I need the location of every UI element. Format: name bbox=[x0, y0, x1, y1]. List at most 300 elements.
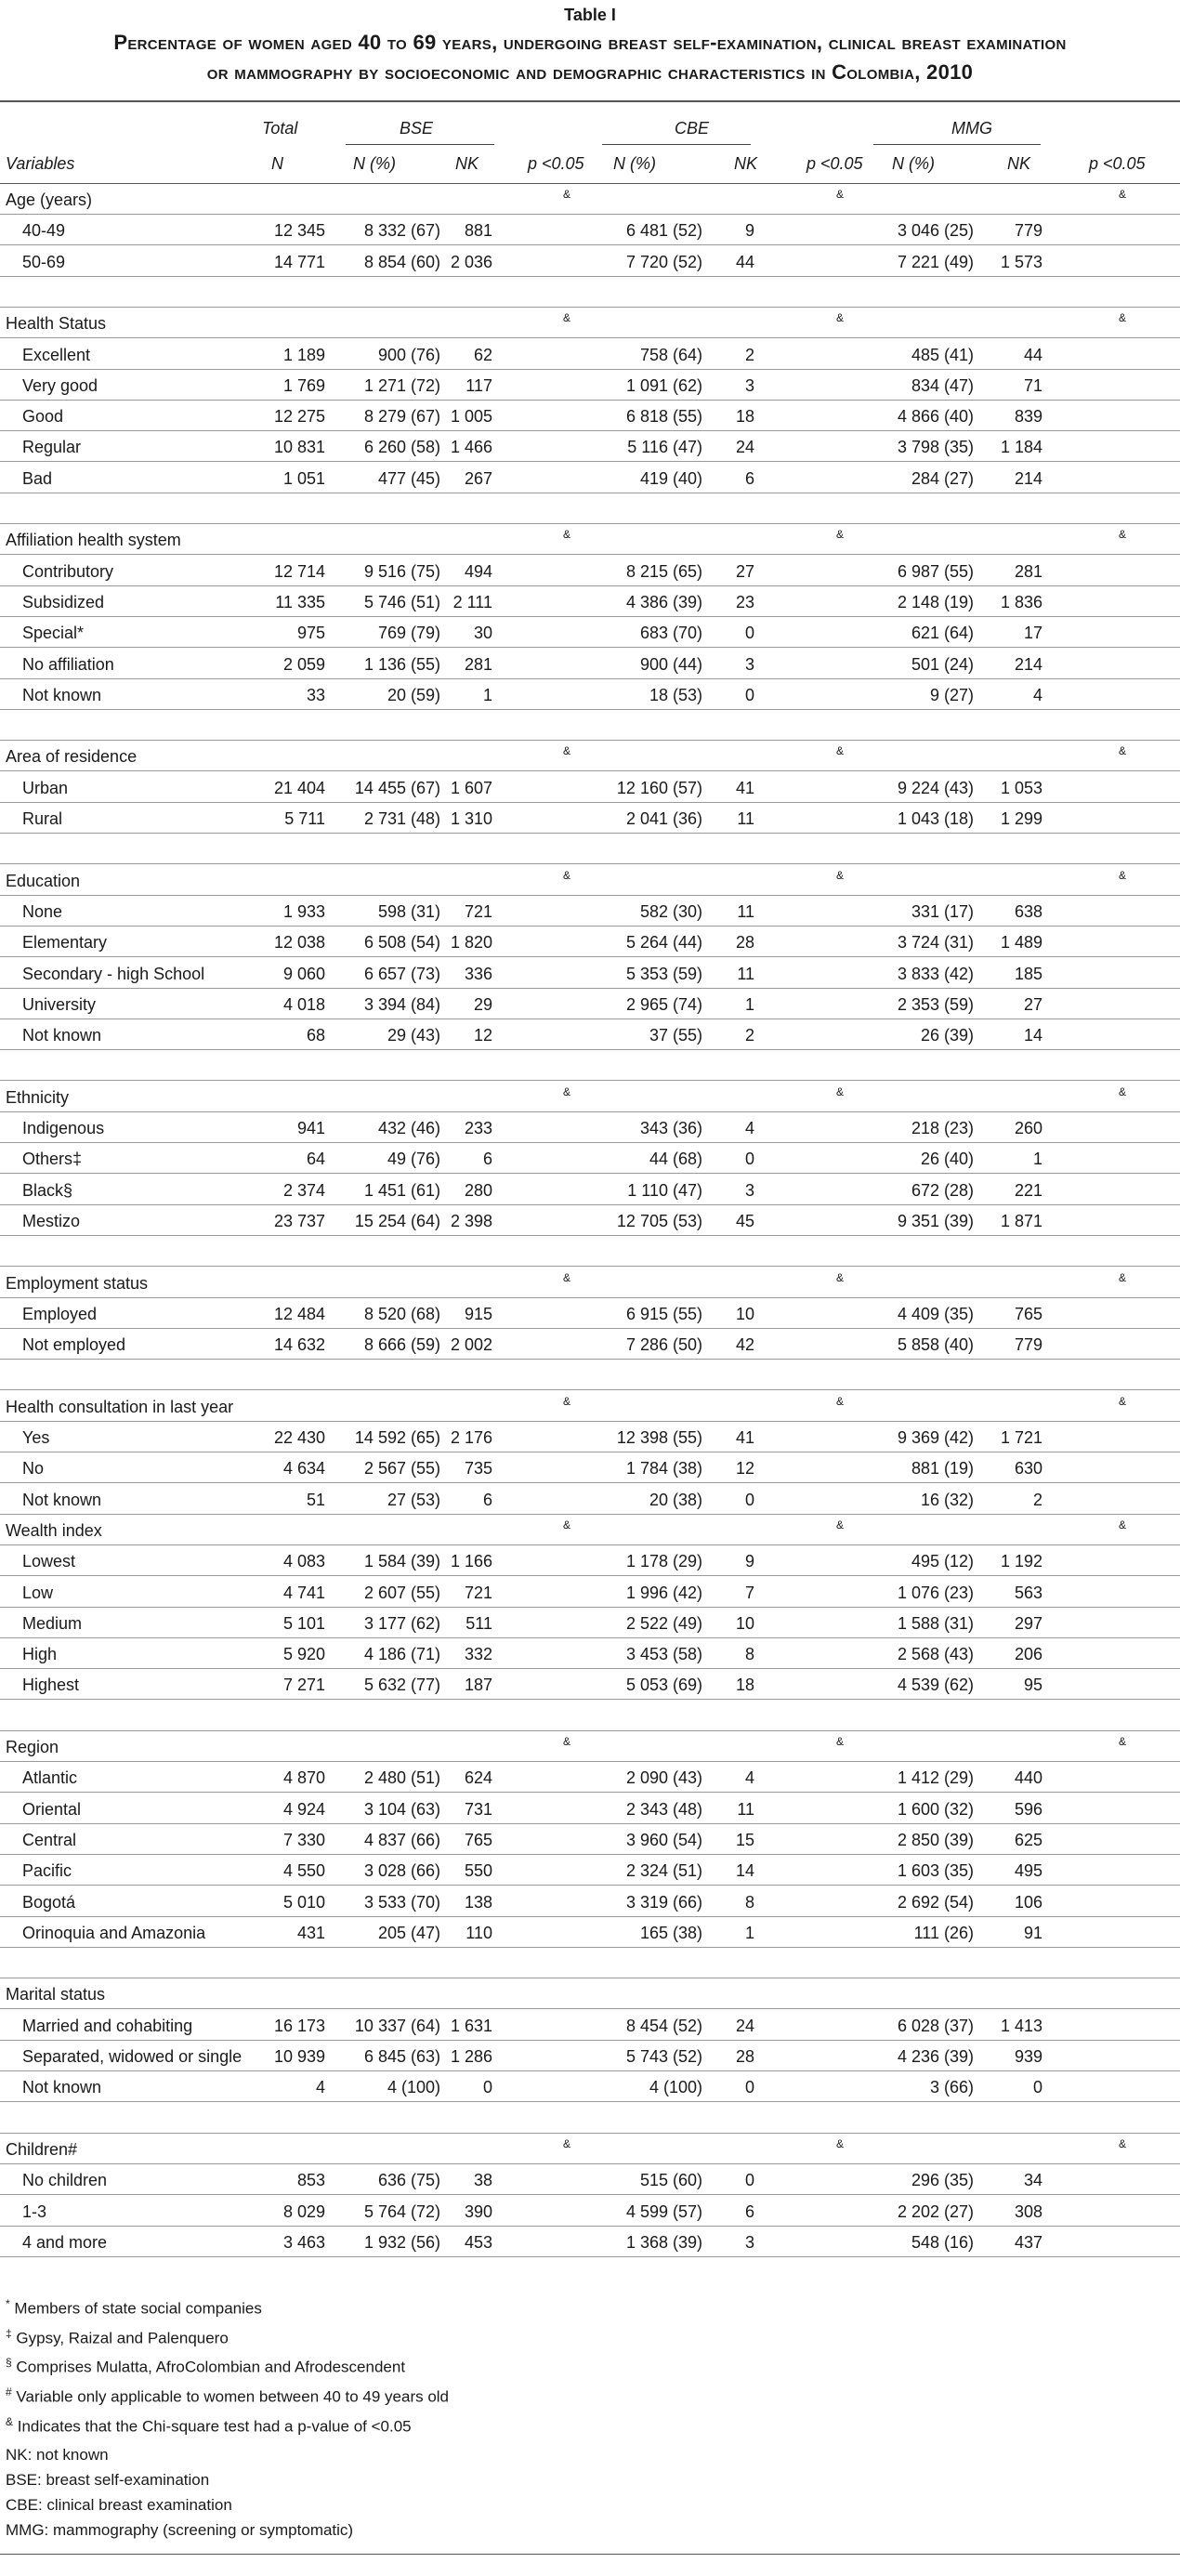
cell-mmg-nk: 779 bbox=[1014, 1335, 1042, 1355]
cell-cbe-n-pct: 6 481 (52) bbox=[625, 221, 702, 241]
cell-cbe-nk: 28 bbox=[735, 933, 754, 953]
row-label: Elementary bbox=[22, 933, 108, 953]
significance-mark: & bbox=[836, 311, 845, 325]
significance-mark: & bbox=[836, 1518, 845, 1531]
cell-bse-n-pct: 6 260 (58) bbox=[363, 438, 440, 457]
abbreviation-bse: BSE: breast self-examination bbox=[6, 2471, 210, 2489]
significance-mark: & bbox=[1119, 528, 1127, 542]
cell-total-n: 1 051 bbox=[282, 468, 325, 488]
cell-mmg-n-pct: 26 (40) bbox=[920, 1150, 974, 1169]
cell-cbe-n-pct: 1 784 (38) bbox=[625, 1459, 702, 1479]
significance-mark: & bbox=[836, 744, 845, 758]
section-label: Ethnicity bbox=[6, 1087, 70, 1107]
cell-mmg-n-pct: 1 076 (23) bbox=[897, 1583, 974, 1602]
cell-bse-nk: 550 bbox=[464, 1861, 492, 1881]
cell-mmg-nk: 0 bbox=[1032, 2078, 1042, 2097]
cell-cbe-nk: 41 bbox=[735, 1428, 754, 1447]
table-row bbox=[0, 370, 1180, 401]
header-bse-n-pct: N (%) bbox=[353, 154, 396, 173]
footnote-children bbox=[6, 2380, 449, 2410]
cell-mmg-nk: 440 bbox=[1014, 1768, 1042, 1788]
cell-mmg-n-pct: 2 850 (39) bbox=[897, 1830, 974, 1849]
header-mmg-p: p <0.05 bbox=[1089, 154, 1146, 173]
cell-cbe-nk: 0 bbox=[744, 624, 754, 643]
cell-cbe-nk: 2 bbox=[744, 345, 754, 364]
cell-cbe-nk: 27 bbox=[735, 561, 754, 581]
table-row bbox=[0, 1143, 1180, 1174]
cell-mmg-nk: 1 871 bbox=[1000, 1211, 1042, 1230]
cell-cbe-n-pct: 1 091 (62) bbox=[625, 375, 702, 395]
significance-mark: & bbox=[1119, 1518, 1127, 1531]
cell-bse-nk: 721 bbox=[464, 901, 492, 921]
cell-bse-nk: 390 bbox=[464, 2201, 492, 2221]
cell-mmg-n-pct: 26 (39) bbox=[920, 1026, 974, 1045]
section-label: Marital status bbox=[6, 1985, 106, 2004]
row-label: Employed bbox=[22, 1304, 98, 1323]
row-label: Contributory bbox=[22, 561, 114, 581]
cell-mmg-n-pct: 218 (23) bbox=[911, 1119, 974, 1137]
table-row bbox=[0, 649, 1180, 679]
cell-cbe-n-pct: 6 915 (55) bbox=[625, 1304, 702, 1323]
row-label: None bbox=[22, 901, 63, 921]
cell-cbe-nk: 3 bbox=[744, 1180, 754, 1200]
row-label: Special* bbox=[22, 624, 85, 643]
cell-bse-n-pct: 10 337 (64) bbox=[354, 2016, 440, 2035]
cell-cbe-nk: 14 bbox=[735, 1861, 754, 1881]
footnote-mark: # bbox=[6, 2385, 12, 2399]
cell-bse-n-pct: 3 533 (70) bbox=[363, 1892, 440, 1912]
cell-cbe-nk: 0 bbox=[744, 1150, 754, 1169]
cell-cbe-n-pct: 343 (36) bbox=[639, 1119, 702, 1137]
cell-mmg-nk: 297 bbox=[1014, 1613, 1042, 1633]
cell-total-n: 5 920 bbox=[282, 1645, 325, 1664]
table-row bbox=[0, 1484, 1180, 1515]
cell-cbe-n-pct: 5 264 (44) bbox=[625, 933, 702, 953]
cell-mmg-n-pct: 501 (24) bbox=[911, 654, 974, 674]
cell-cbe-n-pct: 165 (38) bbox=[639, 1923, 702, 1942]
cell-bse-nk: 280 bbox=[464, 1180, 492, 1200]
cell-mmg-n-pct: 5 858 (40) bbox=[897, 1335, 974, 1355]
section-row bbox=[0, 1978, 1180, 2009]
cell-bse-n-pct: 5 746 (51) bbox=[363, 592, 440, 611]
table-row bbox=[0, 246, 1180, 277]
cell-bse-nk: 735 bbox=[464, 1459, 492, 1479]
significance-mark: & bbox=[1119, 744, 1127, 758]
cell-bse-n-pct: 6 845 (63) bbox=[363, 2047, 440, 2066]
header-mmg: MMG bbox=[951, 119, 992, 138]
table-label: Table I bbox=[564, 6, 616, 24]
spacer-row bbox=[0, 277, 1180, 308]
footnote-mark: * bbox=[6, 2297, 10, 2310]
cell-mmg-nk: 281 bbox=[1014, 561, 1042, 581]
row-label: Secondary - high School bbox=[22, 964, 205, 983]
section-label: Region bbox=[6, 1738, 59, 1756]
cell-mmg-n-pct: 548 (16) bbox=[911, 2232, 974, 2252]
cell-cbe-n-pct: 3 453 (58) bbox=[625, 1645, 702, 1664]
row-label: Not known bbox=[22, 1490, 102, 1509]
cell-bse-n-pct: 3 177 (62) bbox=[363, 1613, 440, 1633]
row-label: Highest bbox=[22, 1676, 80, 1695]
row-label: Very good bbox=[22, 375, 98, 395]
row-label: Indigenous bbox=[22, 1119, 105, 1137]
section-label: Education bbox=[6, 871, 81, 890]
cell-mmg-nk: 563 bbox=[1014, 1583, 1042, 1602]
row-label: Married and cohabiting bbox=[22, 2016, 193, 2035]
cell-bse-nk: 1 310 bbox=[450, 809, 492, 828]
cell-total-n: 5 010 bbox=[282, 1892, 325, 1912]
cell-cbe-nk: 9 bbox=[744, 1552, 754, 1571]
cell-cbe-nk: 18 bbox=[735, 407, 754, 427]
cell-cbe-nk: 18 bbox=[735, 1676, 754, 1695]
cell-bse-n-pct: 1 271 (72) bbox=[363, 375, 440, 395]
spacer-row bbox=[0, 1948, 1180, 1978]
row-label: Central bbox=[22, 1830, 77, 1849]
significance-mark: & bbox=[563, 1735, 571, 1748]
cell-total-n: 1 933 bbox=[282, 901, 325, 921]
cell-mmg-n-pct: 2 353 (59) bbox=[897, 994, 974, 1014]
table-row bbox=[0, 401, 1180, 431]
abbreviation-nk: NK: not known bbox=[6, 2446, 109, 2464]
table-row bbox=[0, 2010, 1180, 2041]
cell-mmg-n-pct: 9 224 (43) bbox=[897, 778, 974, 797]
significance-mark: & bbox=[836, 2136, 845, 2150]
cell-cbe-n-pct: 6 818 (55) bbox=[625, 407, 702, 427]
table-row bbox=[0, 989, 1180, 1019]
row-label: Bad bbox=[22, 468, 53, 488]
cell-cbe-nk: 1 bbox=[744, 1923, 754, 1942]
cell-bse-nk: 1 631 bbox=[450, 2016, 492, 2035]
cell-bse-nk: 511 bbox=[465, 1613, 492, 1633]
cell-mmg-n-pct: 4 409 (35) bbox=[897, 1304, 974, 1323]
row-label: High bbox=[22, 1645, 58, 1664]
cell-total-n: 22 430 bbox=[273, 1428, 325, 1447]
table-row bbox=[0, 339, 1180, 370]
cell-cbe-nk: 2 bbox=[744, 1026, 754, 1045]
cell-cbe-n-pct: 44 (68) bbox=[649, 1150, 702, 1169]
cell-bse-nk: 38 bbox=[473, 2171, 492, 2190]
cell-total-n: 12 345 bbox=[273, 221, 325, 241]
cell-mmg-nk: 437 bbox=[1014, 2232, 1042, 2252]
row-label: Oriental bbox=[22, 1799, 82, 1819]
cell-total-n: 2 059 bbox=[282, 654, 325, 674]
table-row bbox=[0, 215, 1180, 245]
table-row bbox=[0, 556, 1180, 586]
table-row bbox=[0, 1205, 1180, 1236]
cell-total-n: 4 550 bbox=[282, 1861, 325, 1881]
significance-mark: & bbox=[563, 1084, 571, 1098]
cell-mmg-nk: 214 bbox=[1014, 654, 1042, 674]
table-row bbox=[0, 803, 1180, 834]
cell-bse-nk: 1 bbox=[482, 685, 492, 704]
cell-total-n: 68 bbox=[306, 1026, 325, 1045]
cell-bse-n-pct: 8 279 (67) bbox=[363, 407, 440, 427]
cell-bse-n-pct: 2 607 (55) bbox=[363, 1583, 440, 1602]
row-label: Low bbox=[22, 1583, 54, 1602]
cell-mmg-nk: 106 bbox=[1014, 1892, 1042, 1912]
significance-mark: & bbox=[563, 528, 571, 542]
cell-cbe-nk: 0 bbox=[744, 1490, 754, 1509]
header-cbe-p: p <0.05 bbox=[806, 154, 863, 173]
cell-cbe-n-pct: 5 743 (52) bbox=[625, 2047, 702, 2066]
cell-bse-n-pct: 15 254 (64) bbox=[354, 1211, 440, 1230]
footnote-black bbox=[6, 2350, 449, 2380]
cell-bse-nk: 1 166 bbox=[450, 1552, 492, 1571]
cell-total-n: 14 771 bbox=[273, 252, 325, 271]
cell-bse-nk: 1 607 bbox=[450, 778, 492, 797]
table-row bbox=[0, 1298, 1180, 1329]
cell-bse-n-pct: 1 451 (61) bbox=[363, 1180, 440, 1200]
cell-mmg-nk: 1 573 bbox=[1000, 252, 1042, 271]
cell-total-n: 4 870 bbox=[282, 1768, 325, 1788]
section-label: Wealth index bbox=[6, 1520, 102, 1540]
table-row bbox=[0, 958, 1180, 989]
cell-bse-nk: 267 bbox=[464, 468, 492, 488]
cell-mmg-nk: 1 489 bbox=[1000, 933, 1042, 953]
section-row bbox=[0, 1391, 1180, 1422]
row-label: Not known bbox=[22, 685, 102, 704]
cell-cbe-n-pct: 1 110 (47) bbox=[627, 1180, 702, 1200]
cell-mmg-nk: 71 bbox=[1023, 375, 1042, 395]
cell-mmg-n-pct: 4 866 (40) bbox=[897, 407, 974, 427]
row-label: University bbox=[22, 994, 97, 1014]
table-row bbox=[0, 1917, 1180, 1948]
footnote-others bbox=[6, 2321, 449, 2351]
row-label: Rural bbox=[22, 809, 63, 828]
cell-mmg-n-pct: 1 600 (32) bbox=[897, 1799, 974, 1819]
spacer-row bbox=[0, 710, 1180, 741]
cell-bse-nk: 721 bbox=[464, 1583, 492, 1602]
cell-bse-n-pct: 636 (75) bbox=[377, 2171, 440, 2190]
cell-mmg-n-pct: 3 798 (35) bbox=[897, 438, 974, 457]
cell-cbe-nk: 10 bbox=[735, 1304, 754, 1323]
cell-mmg-nk: 1 413 bbox=[1000, 2016, 1042, 2035]
row-label: Medium bbox=[22, 1613, 83, 1633]
cell-bse-n-pct: 8 332 (67) bbox=[363, 221, 440, 241]
cell-cbe-n-pct: 515 (60) bbox=[639, 2171, 702, 2190]
cell-mmg-nk: 625 bbox=[1014, 1830, 1042, 1849]
table-row bbox=[0, 1422, 1180, 1452]
header-bse-nk: NK bbox=[455, 154, 479, 173]
table-title-line-1: Percentage of women aged 40 to 69 years, undergoing breast self-examination, clinical breast examination bbox=[113, 31, 1067, 54]
cell-total-n: 12 038 bbox=[273, 933, 325, 953]
cell-cbe-nk: 3 bbox=[744, 654, 754, 674]
cell-mmg-n-pct: 4 539 (62) bbox=[897, 1676, 974, 1695]
significance-mark: & bbox=[836, 188, 845, 201]
footnote-text: Gypsy, Raizal and Palenquero bbox=[16, 2329, 229, 2347]
spacer-row bbox=[0, 1050, 1180, 1081]
header-cbe-n-pct: N (%) bbox=[613, 154, 656, 173]
table-row bbox=[0, 2164, 1180, 2195]
cell-bse-n-pct: 27 (53) bbox=[387, 1490, 440, 1509]
row-label: 40-49 bbox=[22, 221, 66, 241]
cell-bse-nk: 332 bbox=[464, 1645, 492, 1664]
cell-bse-n-pct: 3 394 (84) bbox=[363, 994, 440, 1014]
cell-cbe-nk: 6 bbox=[744, 468, 754, 488]
cell-cbe-n-pct: 5 116 (47) bbox=[627, 438, 702, 457]
cell-total-n: 23 737 bbox=[273, 1211, 325, 1230]
cell-mmg-nk: 596 bbox=[1014, 1799, 1042, 1819]
cell-mmg-nk: 779 bbox=[1014, 221, 1042, 241]
footnote-mark: § bbox=[6, 2356, 12, 2370]
row-label: Not known bbox=[22, 1026, 102, 1045]
section-row bbox=[0, 1515, 1180, 1545]
header-mmg-n-pct: N (%) bbox=[892, 154, 935, 173]
cell-mmg-n-pct: 3 046 (25) bbox=[897, 221, 974, 241]
cell-cbe-nk: 11 bbox=[737, 1799, 754, 1819]
cell-mmg-nk: 206 bbox=[1014, 1645, 1042, 1664]
cell-bse-nk: 117 bbox=[465, 375, 492, 395]
cell-mmg-nk: 839 bbox=[1014, 407, 1042, 427]
header-bse: BSE bbox=[400, 119, 434, 138]
cell-mmg-nk: 4 bbox=[1032, 685, 1042, 704]
cell-bse-nk: 881 bbox=[464, 221, 492, 241]
header-bse-p: p <0.05 bbox=[528, 154, 584, 173]
section-row bbox=[0, 2134, 1180, 2164]
cell-total-n: 1 769 bbox=[282, 375, 325, 395]
header-cbe-rule bbox=[602, 144, 751, 145]
footnote-chi-square bbox=[6, 2410, 449, 2439]
cell-cbe-n-pct: 8 215 (65) bbox=[625, 561, 702, 581]
spacer-row bbox=[0, 834, 1180, 864]
cell-mmg-n-pct: 621 (64) bbox=[911, 624, 974, 643]
cell-mmg-nk: 17 bbox=[1023, 624, 1042, 643]
cell-bse-n-pct: 29 (43) bbox=[387, 1026, 440, 1045]
header-bse-rule bbox=[346, 144, 494, 145]
cell-bse-n-pct: 1 136 (55) bbox=[363, 654, 440, 674]
cell-cbe-n-pct: 758 (64) bbox=[639, 345, 702, 364]
cell-mmg-nk: 1 836 bbox=[1000, 592, 1042, 611]
cell-cbe-nk: 8 bbox=[744, 1892, 754, 1912]
cell-cbe-n-pct: 2 522 (49) bbox=[625, 1613, 702, 1633]
cell-bse-n-pct: 900 (76) bbox=[377, 345, 440, 364]
cell-mmg-nk: 95 bbox=[1023, 1676, 1042, 1695]
cell-mmg-nk: 260 bbox=[1014, 1119, 1042, 1137]
section-row bbox=[0, 184, 1180, 215]
row-label: Pacific bbox=[22, 1861, 72, 1881]
cell-cbe-nk: 0 bbox=[744, 2078, 754, 2097]
header-cbe-nk: NK bbox=[734, 154, 758, 173]
cell-mmg-n-pct: 1 043 (18) bbox=[897, 809, 974, 828]
footnote-text: Members of state social companies bbox=[14, 2299, 262, 2318]
significance-mark: & bbox=[836, 1084, 845, 1098]
cell-total-n: 12 714 bbox=[273, 561, 325, 581]
section-row bbox=[0, 1082, 1180, 1112]
table-row bbox=[0, 463, 1180, 493]
cell-bse-nk: 2 398 bbox=[450, 1211, 492, 1230]
cell-bse-n-pct: 3 104 (63) bbox=[363, 1799, 440, 1819]
cell-bse-nk: 281 bbox=[464, 654, 492, 674]
abbreviations bbox=[6, 2442, 353, 2543]
cell-total-n: 11 335 bbox=[275, 592, 325, 611]
significance-mark: & bbox=[836, 528, 845, 542]
table-row bbox=[0, 1112, 1180, 1143]
cell-mmg-n-pct: 672 (28) bbox=[911, 1180, 974, 1200]
cell-cbe-n-pct: 37 (55) bbox=[649, 1026, 702, 1045]
cell-cbe-nk: 44 bbox=[735, 252, 754, 271]
cell-bse-nk: 0 bbox=[482, 2078, 492, 2097]
row-label: Regular bbox=[22, 438, 82, 457]
table-row bbox=[0, 2196, 1180, 2227]
table-title-line-2: or mammography by socioeconomic and demographic characteristics in Colombia, 2010 bbox=[206, 60, 974, 84]
section-label: Health Status bbox=[6, 314, 107, 334]
section-row bbox=[0, 1268, 1180, 1298]
cell-cbe-nk: 0 bbox=[744, 2171, 754, 2190]
cell-total-n: 4 924 bbox=[282, 1799, 325, 1819]
table-row bbox=[0, 1886, 1180, 1917]
table-row bbox=[0, 1669, 1180, 1700]
cell-bse-nk: 2 002 bbox=[450, 1335, 492, 1355]
cell-total-n: 10 831 bbox=[273, 438, 325, 457]
table-row bbox=[0, 2071, 1180, 2102]
row-label: Subsidized bbox=[22, 592, 105, 611]
cell-cbe-n-pct: 900 (44) bbox=[639, 654, 702, 674]
cell-cbe-nk: 41 bbox=[735, 778, 754, 797]
cell-mmg-nk: 27 bbox=[1023, 994, 1042, 1014]
cell-bse-nk: 233 bbox=[464, 1119, 492, 1137]
cell-cbe-n-pct: 4 (100) bbox=[649, 2078, 702, 2097]
footnote-mark: & bbox=[6, 2414, 14, 2428]
cell-mmg-n-pct: 2 692 (54) bbox=[897, 1892, 974, 1912]
table-row bbox=[0, 586, 1180, 617]
cell-bse-n-pct: 3 028 (66) bbox=[363, 1861, 440, 1881]
cell-cbe-nk: 1 bbox=[744, 994, 754, 1014]
section-row bbox=[0, 1731, 1180, 1762]
cell-cbe-nk: 7 bbox=[744, 1583, 754, 1602]
cell-mmg-nk: 1 053 bbox=[1000, 778, 1042, 797]
cell-cbe-nk: 28 bbox=[735, 2047, 754, 2066]
row-label: Not employed bbox=[22, 1335, 126, 1355]
cell-mmg-n-pct: 16 (32) bbox=[920, 1490, 974, 1509]
cell-bse-nk: 336 bbox=[464, 964, 492, 983]
cell-cbe-n-pct: 1 996 (42) bbox=[625, 1583, 702, 1602]
cell-cbe-n-pct: 12 705 (53) bbox=[616, 1211, 702, 1230]
significance-mark: & bbox=[563, 188, 571, 201]
cell-mmg-n-pct: 485 (41) bbox=[911, 345, 974, 364]
cell-bse-nk: 731 bbox=[464, 1799, 492, 1819]
cell-bse-nk: 2 036 bbox=[450, 252, 492, 271]
significance-mark: & bbox=[836, 1735, 845, 1748]
cell-mmg-n-pct: 9 369 (42) bbox=[897, 1428, 974, 1447]
footnote-text: Variable only applicable to women between 40 to 49 years old bbox=[16, 2387, 450, 2406]
table-row bbox=[0, 896, 1180, 927]
cell-cbe-nk: 10 bbox=[735, 1613, 754, 1633]
cell-total-n: 4 bbox=[315, 2078, 325, 2097]
significance-mark: & bbox=[836, 1394, 845, 1408]
significance-mark: & bbox=[1119, 188, 1127, 201]
cell-mmg-nk: 14 bbox=[1023, 1026, 1042, 1045]
cell-total-n: 4 018 bbox=[282, 994, 325, 1014]
cell-total-n: 10 939 bbox=[273, 2047, 325, 2066]
table-row bbox=[0, 1452, 1180, 1483]
cell-total-n: 7 330 bbox=[282, 1830, 325, 1849]
cell-total-n: 4 741 bbox=[282, 1583, 325, 1602]
row-label: Good bbox=[22, 407, 64, 427]
significance-mark: & bbox=[563, 1270, 571, 1284]
cell-bse-n-pct: 205 (47) bbox=[377, 1923, 440, 1942]
row-label: No children bbox=[22, 2171, 108, 2190]
cell-mmg-n-pct: 111 (26) bbox=[913, 1923, 974, 1942]
cell-bse-nk: 1 005 bbox=[450, 407, 492, 427]
cell-cbe-nk: 23 bbox=[735, 592, 754, 611]
cell-cbe-n-pct: 1 368 (39) bbox=[625, 2232, 702, 2252]
cell-mmg-n-pct: 331 (17) bbox=[911, 901, 974, 921]
cell-bse-nk: 138 bbox=[464, 1892, 492, 1912]
header-n: N bbox=[271, 154, 283, 173]
cell-mmg-nk: 638 bbox=[1014, 901, 1042, 921]
row-label: Urban bbox=[22, 778, 69, 797]
cell-cbe-n-pct: 4 599 (57) bbox=[625, 2201, 702, 2221]
row-label: Excellent bbox=[22, 345, 91, 364]
